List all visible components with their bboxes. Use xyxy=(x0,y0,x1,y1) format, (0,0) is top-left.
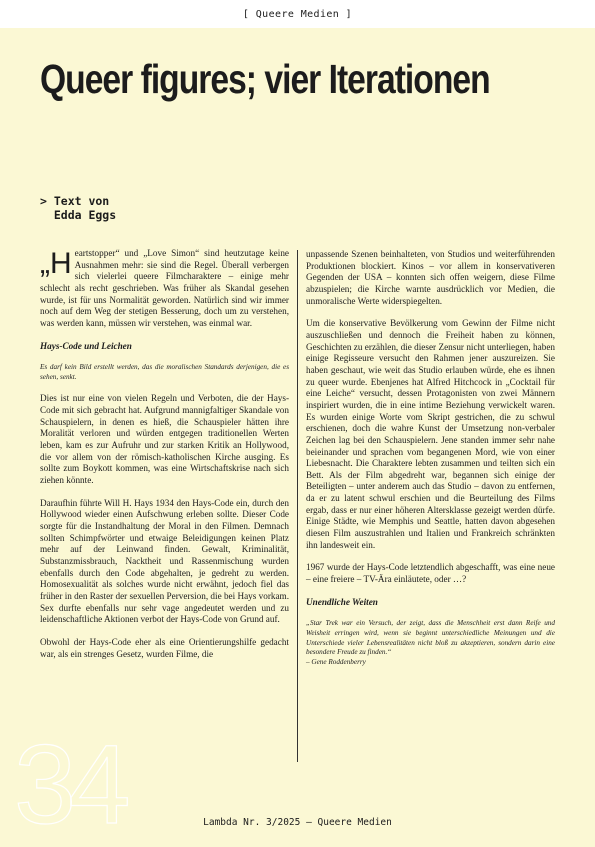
quote-text: „Star Trek war ein Versuch, der zeigt, dass die Menschheit erst dann Reife und Weisheit erringen wird, wenn sie beginnt unterschiedliche Meinungen und die Unterschiede vieler Lebensrealitäten nicht bloß zu akzeptieren, sondern darin eine besondere Freude zu finden.“ xyxy=(306,619,555,657)
text-column-right xyxy=(306,249,555,678)
blockquote: Es darf kein Bild erstellt werden, das die moralischen Standards derjenigen, die es sehen, senkt. xyxy=(40,363,289,381)
quote-author: – Gene Roddenberry xyxy=(306,657,366,666)
intro-text: eartstopper“ und „Love Simon“ sind heutzutage keine Ausnahmen mehr: sie sind die Regel. Überall verbergen sich vielerlei queere Filmcharaktere – einige mehr schlecht als recht geschrieben. Was früher als Skandal gesehen wurde, ist für uns Normalität geworden. Natürlich sind wir immer noch auf dem Weg der stetigen Besserung, doch um zu verstehen, was werden kann, müssen wir verstehen, was einmal war. xyxy=(40,248,289,328)
subheading-hays-code: Hays-Code und Leichen xyxy=(40,340,132,351)
text-column-left xyxy=(40,248,289,671)
footer: Lambda Nr. 3/2025 — Queere Medien xyxy=(203,817,392,828)
paragraph: Obwohl der Hays-Code eher als eine Orientierungshilfe gedacht war, als ein strenges Gesetz, wurden Filme, die xyxy=(40,636,289,659)
section-tag: [ Queere Medien ] xyxy=(242,9,353,20)
paragraph: unpassende Szenen beinhalteten, von Studios und weiterführenden Produktionen blockiert. Kinos – vor allem in konservativeren Gegenden der USA – konnten sich offen weigern, diese Filme abzuspielen; die Kirche warnte ausdrücklich vor Medien, die unmoralische Werte widerspiegelten. xyxy=(306,249,555,306)
article-title: Queer figures; vier Iterationen xyxy=(40,56,490,102)
blockquote xyxy=(306,619,555,667)
intro-paragraph xyxy=(40,248,289,330)
paragraph: 1967 wurde der Hays-Code letztendlich abgeschafft, was eine neue – eine freiere – TV-Ära einläutete, oder …? xyxy=(306,562,555,585)
author-byline: > Text von Edda Eggs xyxy=(40,194,117,222)
column-divider xyxy=(297,250,298,762)
paragraph: Dies ist nur eine von vielen Regeln und Verboten, die der Hays-Code mit sich gebracht hat. Aufgrund mannigfaltiger Skandale von Schauspielern, in denen es hieß, die Schauspieler hätten ihre Moralität verloren und würden entgegen traditionellen Werten leben, kam es zur Aufruhr und zur starken Kritik an Hollywood, die vor allem von der römisch-katholischen Kirche ausging. Es sollte zum Boykott kommen, was eine Wirtschaftskrise nach sich ziehen könnte. xyxy=(40,393,289,486)
paragraph: Daraufhin führte Will H. Hays 1934 den Hays-Code ein, durch den Hollywood wieder einen Aufschwung erleben sollte. Dieser Code sorgte für die Instandhaltung der Moral in den Filmen. Demnach sollten Schimpfwörter und etwaige Beleidigungen keinen Platz mehr auf der Leinwand finden. Gewalt, Kriminalität, Substanzmissbrauch, Nacktheit und Rassenmischung wurden ebenfalls durch den Code abgehalten, je gedreht zu werden. Homosexualität als solches wurde nicht erwähnt, jedoch fiel das früher in den Raster der sexuellen Perversion, die bei Hays vorkam. Sex durfte ebenfalls nur sehr vage angedeutet werden und zu leidenschaftliche Aktionen verbot der Hays-Code von Grund auf. xyxy=(40,497,290,625)
dropcap: „H xyxy=(40,247,72,280)
subheading-unendliche-weiten: Unendliche Weiten xyxy=(306,596,378,607)
paragraph: Um die konservative Bevölkerung vom Gewinn der Filme nicht auszuschließen und dennoch die Freiheit haben zu können, Geschichten zu erzählen, die dieser Zensur nicht unterliegen, haben einige Regisseure versucht den Rahmen jener auszureizen. Sie haben geschaut, wie weit das Studio erlauben würde, ehe es ihnen zu queer wurde. Ebenjenes hat Alfred Hitchcock in „Cocktail für eine Leiche“ versucht, dessen Protagonisten von zwei Männern inspiriert wurden, die in eine intime Beziehung verwickelt waren. Es wurden einige Worte vom Skript gestrichen, die zu schwul erschienen, doch die wahre Kunst der Umsetzung non-verbaler Zeichen lag bei den Schauspielern. Jene standen immer sehr nahe beieinander und sprachen vom begangenen Mord, wie von einer Liebesnacht. Die Charaktere lebten zusammen und teilten sich ein Bett. Als der Film abgedreht war, begannen sich einige der Beteiligten – unter anderem auch das Studio – davon zu entfernen, da er zu latent schwul erschien und die Beurteilung des Films ergab, dass er nur einer höheren Altersklasse gezeigt werden dürfe. Einige Städte, wie Memphis und Seattle, hatten davon abgesehen diesen Film auszustrahlen und Italien und Frankreich schränkten ihn landesweit ein. xyxy=(306,318,555,550)
page-number: 34 xyxy=(14,722,123,847)
